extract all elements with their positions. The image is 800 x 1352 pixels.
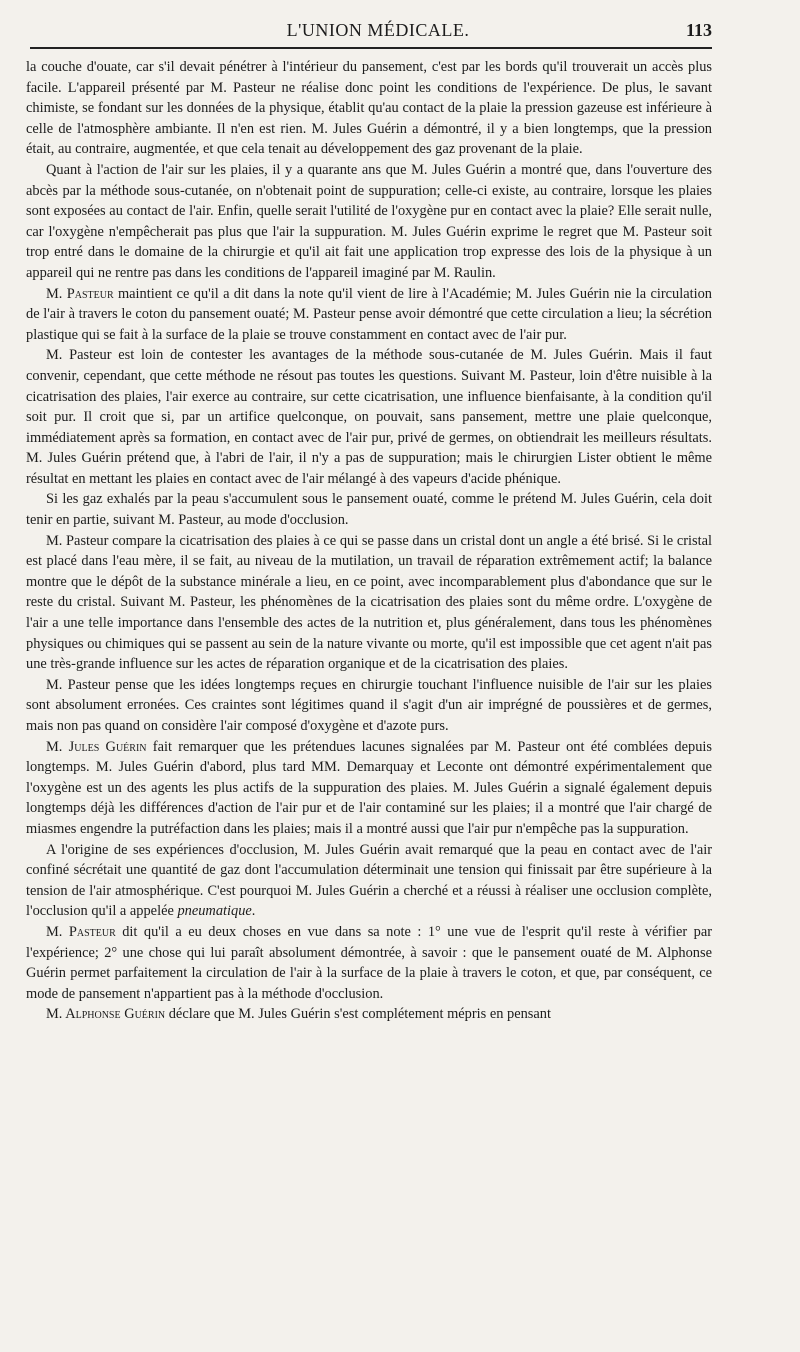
italic-term: pneumatique bbox=[177, 903, 252, 920]
paragraph-text: M. Pasteur pense que les idées longtemps reçues en chirurgie touchant l'influence nuisible de l'air sur les plaies sont absolument erronées. Ces craintes sont légitimes quand il s'agit d'un air imprégné de poussières et de germes, mais non pas quand on considère l'air composé d'oxygène et d'azote purs. bbox=[26, 676, 712, 734]
paragraph-text: Quant à l'action de l'air sur les plaies, il y a quarante ans que M. Jules Guérin a montré que, dans l'ouverture des abcès par la méthode sous-cutanée, on n'obtenait point de suppuration; celle-ci existe, au contraire, lorsque les plaies sont exposées au contact de l'air. Enfin, quelle serait l'utilité de l'oxygène pur en contact avec la plaie? Elle serait nulle, car l'oxygène n'empêcherait pas plus que l'air la suppuration. M. Jules Guérin exprime le regret que M. Pasteur soit trop entré dans le domaine de la chirurgie et qu'il ait fait une application trop expresse des lois de la physique à un appareil qui ne rentre pas dans les conditions de l'appareil imaginé par M. Raulin. bbox=[26, 161, 712, 281]
page-header bbox=[30, 20, 712, 49]
running-title: L'UNION MÉDICALE. bbox=[286, 20, 470, 40]
paragraph bbox=[26, 1004, 712, 1025]
paragraph bbox=[26, 489, 712, 530]
paragraph-text: M. Pasteur compare la cicatrisation des plaies à ce qui se passe dans un cristal dont un angle a été brisé. Si le cristal est placé dans l'eau mère, il se fait, au niveau de la mutilation, un travail de réparation extrêmement actif; la balance montre que le dépôt de la substance minérale a lieu, en ce point, avec incomparablement plus d'abondance que sur le reste du cristal. Suivant M. Pasteur, les phénomènes de la cicatrisation des plaies sont du même ordre. L'oxygène de l'air a une telle importance dans l'ensemble des actes de la nutrition et, plus généralement, dans tous les phénomènes physiques ou chimiques qui se passent au sein de la nature vivante ou morte, qu'il est impossible que cet agent n'ait pas une très-grande influence sur les actes de réparation organique et de la cicatrisation des plaies. bbox=[26, 532, 712, 673]
paragraph bbox=[26, 160, 712, 284]
speaker-name: M. Jules Guérin bbox=[46, 738, 147, 755]
paragraph bbox=[26, 922, 712, 1004]
body-text bbox=[26, 57, 712, 1025]
paragraph bbox=[26, 284, 712, 346]
paragraph-text: Si les gaz exhalés par la peau s'accumulent sous le pansement ouaté, comme le prétend M. Jules Guérin, cela doit tenir en partie, suivant M. Pasteur, au mode d'occlusion. bbox=[26, 491, 712, 529]
paragraph-text: déclare que M. Jules Guérin s'est complétement mépris en pensant bbox=[165, 1006, 551, 1023]
paragraph-text: dit qu'il a eu deux choses en vue dans sa note : 1° une vue de l'esprit qu'il reste à vérifier par l'expérience; 2° une chose qui lui paraît absolument démontrée, à savoir : que le pansement ouaté de M. Alphonse Guérin permet parfaitement la circulation de l'air à la surface de la plaie à travers le coton, et que, par conséquent, ce mode de pansement n'appartient pas à la méthode d'occlusion. bbox=[26, 923, 713, 1002]
paragraph bbox=[26, 345, 712, 489]
page-number: 113 bbox=[685, 20, 712, 40]
paragraph bbox=[26, 737, 712, 840]
paragraph bbox=[26, 531, 712, 675]
paragraph bbox=[26, 840, 712, 922]
paragraph-text: . bbox=[251, 903, 256, 920]
paragraph-text: la couche d'ouate, car s'il devait pénétrer à l'intérieur du pansement, c'est par les bords qu'il trouverait un accès plus facile. L'appareil présenté par M. Pasteur ne réalise donc point les conditions de l'expérience. De plus, le savant chimiste, se fondant sur les données de la physique, établit qu'au contact de la plaie la pression gazeuse est inférieure à celle de l'atmosphère ambiante. Il n'en est rien. M. Jules Guérin a démontré, il y a bien longtemps, que la pression était, au contraire, augmentée, et que cela tenait au développement des gaz provenant de la plaie. bbox=[26, 59, 712, 158]
speaker-name: M. Pasteur bbox=[46, 285, 114, 302]
paragraph-text: fait remarquer que les prétendues lacunes signalées par M. Pasteur ont été comblées depuis longtemps. M. Jules Guérin d'abord, plus tard MM. Demarquay et Leconte ont démontré expérimentalement que l'oxygène est un des agents les plus actifs de la suppuration des plaies. M. Jules Guérin a signalé également depuis longtemps déjà les différences d'action de l'air pur et de l'air contaminé sur les plaies; il a montré que l'air chargé de miasmes engendre la putréfaction dans les plaies; mais il a montré aussi que l'air pur n'empêche pas la suppuration. bbox=[26, 738, 712, 837]
paragraph-text: M. Pasteur est loin de contester les avantages de la méthode sous-cutanée de M. Jules Guérin. Mais il faut convenir, cependant, que cette méthode ne résout pas toutes les questions. Suivant M. Pasteur, loin d'être nuisible à la cicatrisation des plaies, l'air exerce au contraire, sur cette cicatrisation, une influence bienfaisante, à la condition qu'il soit pur. Il croit que si, par un artifice quelconque, on pouvait, sans pansement, mettre une plaie quelconque, immédiatement après sa formation, en contact avec de l'air pur, privé de germes, on obtiendrait les meilleurs résultats. M. Jules Guérin prétend que, à l'abri de l'air, il n'y a pas de suppuration; mais le chirurgien Lister obtient le même résultat en mettant les plaies en contact avec de l'air mélangé à des vapeurs d'acide phénique. bbox=[26, 347, 712, 487]
paragraph bbox=[26, 675, 712, 737]
paragraph bbox=[26, 57, 712, 160]
paragraph-text: maintient ce qu'il a dit dans la note qu'il vient de lire à l'Académie; M. Jules Guérin nie la circulation de l'air à travers le coton du pansement ouaté; M. Pasteur pense avoir démontré que cette circulation a lieu; la sécrétion plastique qui se fait à la surface de la plaie se trouve constamment en contact avec de l'air pur. bbox=[26, 285, 712, 343]
paragraph-text: A l'origine de ses expériences d'occlusion, M. Jules Guérin avait remarqué que la peau en contact avec de l'air confiné sécrétait une quantité de gaz dont l'accumulation déterminait une tension qui finissait par être supérieure à la tension de l'air atmosphérique. C'est pourquoi M. Jules Guérin a cherché et a réussi à réaliser une occlusion complète, l'occlusion qu'il a appelée bbox=[26, 841, 712, 920]
speaker-name: M. Pasteur bbox=[46, 923, 116, 940]
speaker-name: M. Alphonse Guérin bbox=[46, 1006, 166, 1023]
